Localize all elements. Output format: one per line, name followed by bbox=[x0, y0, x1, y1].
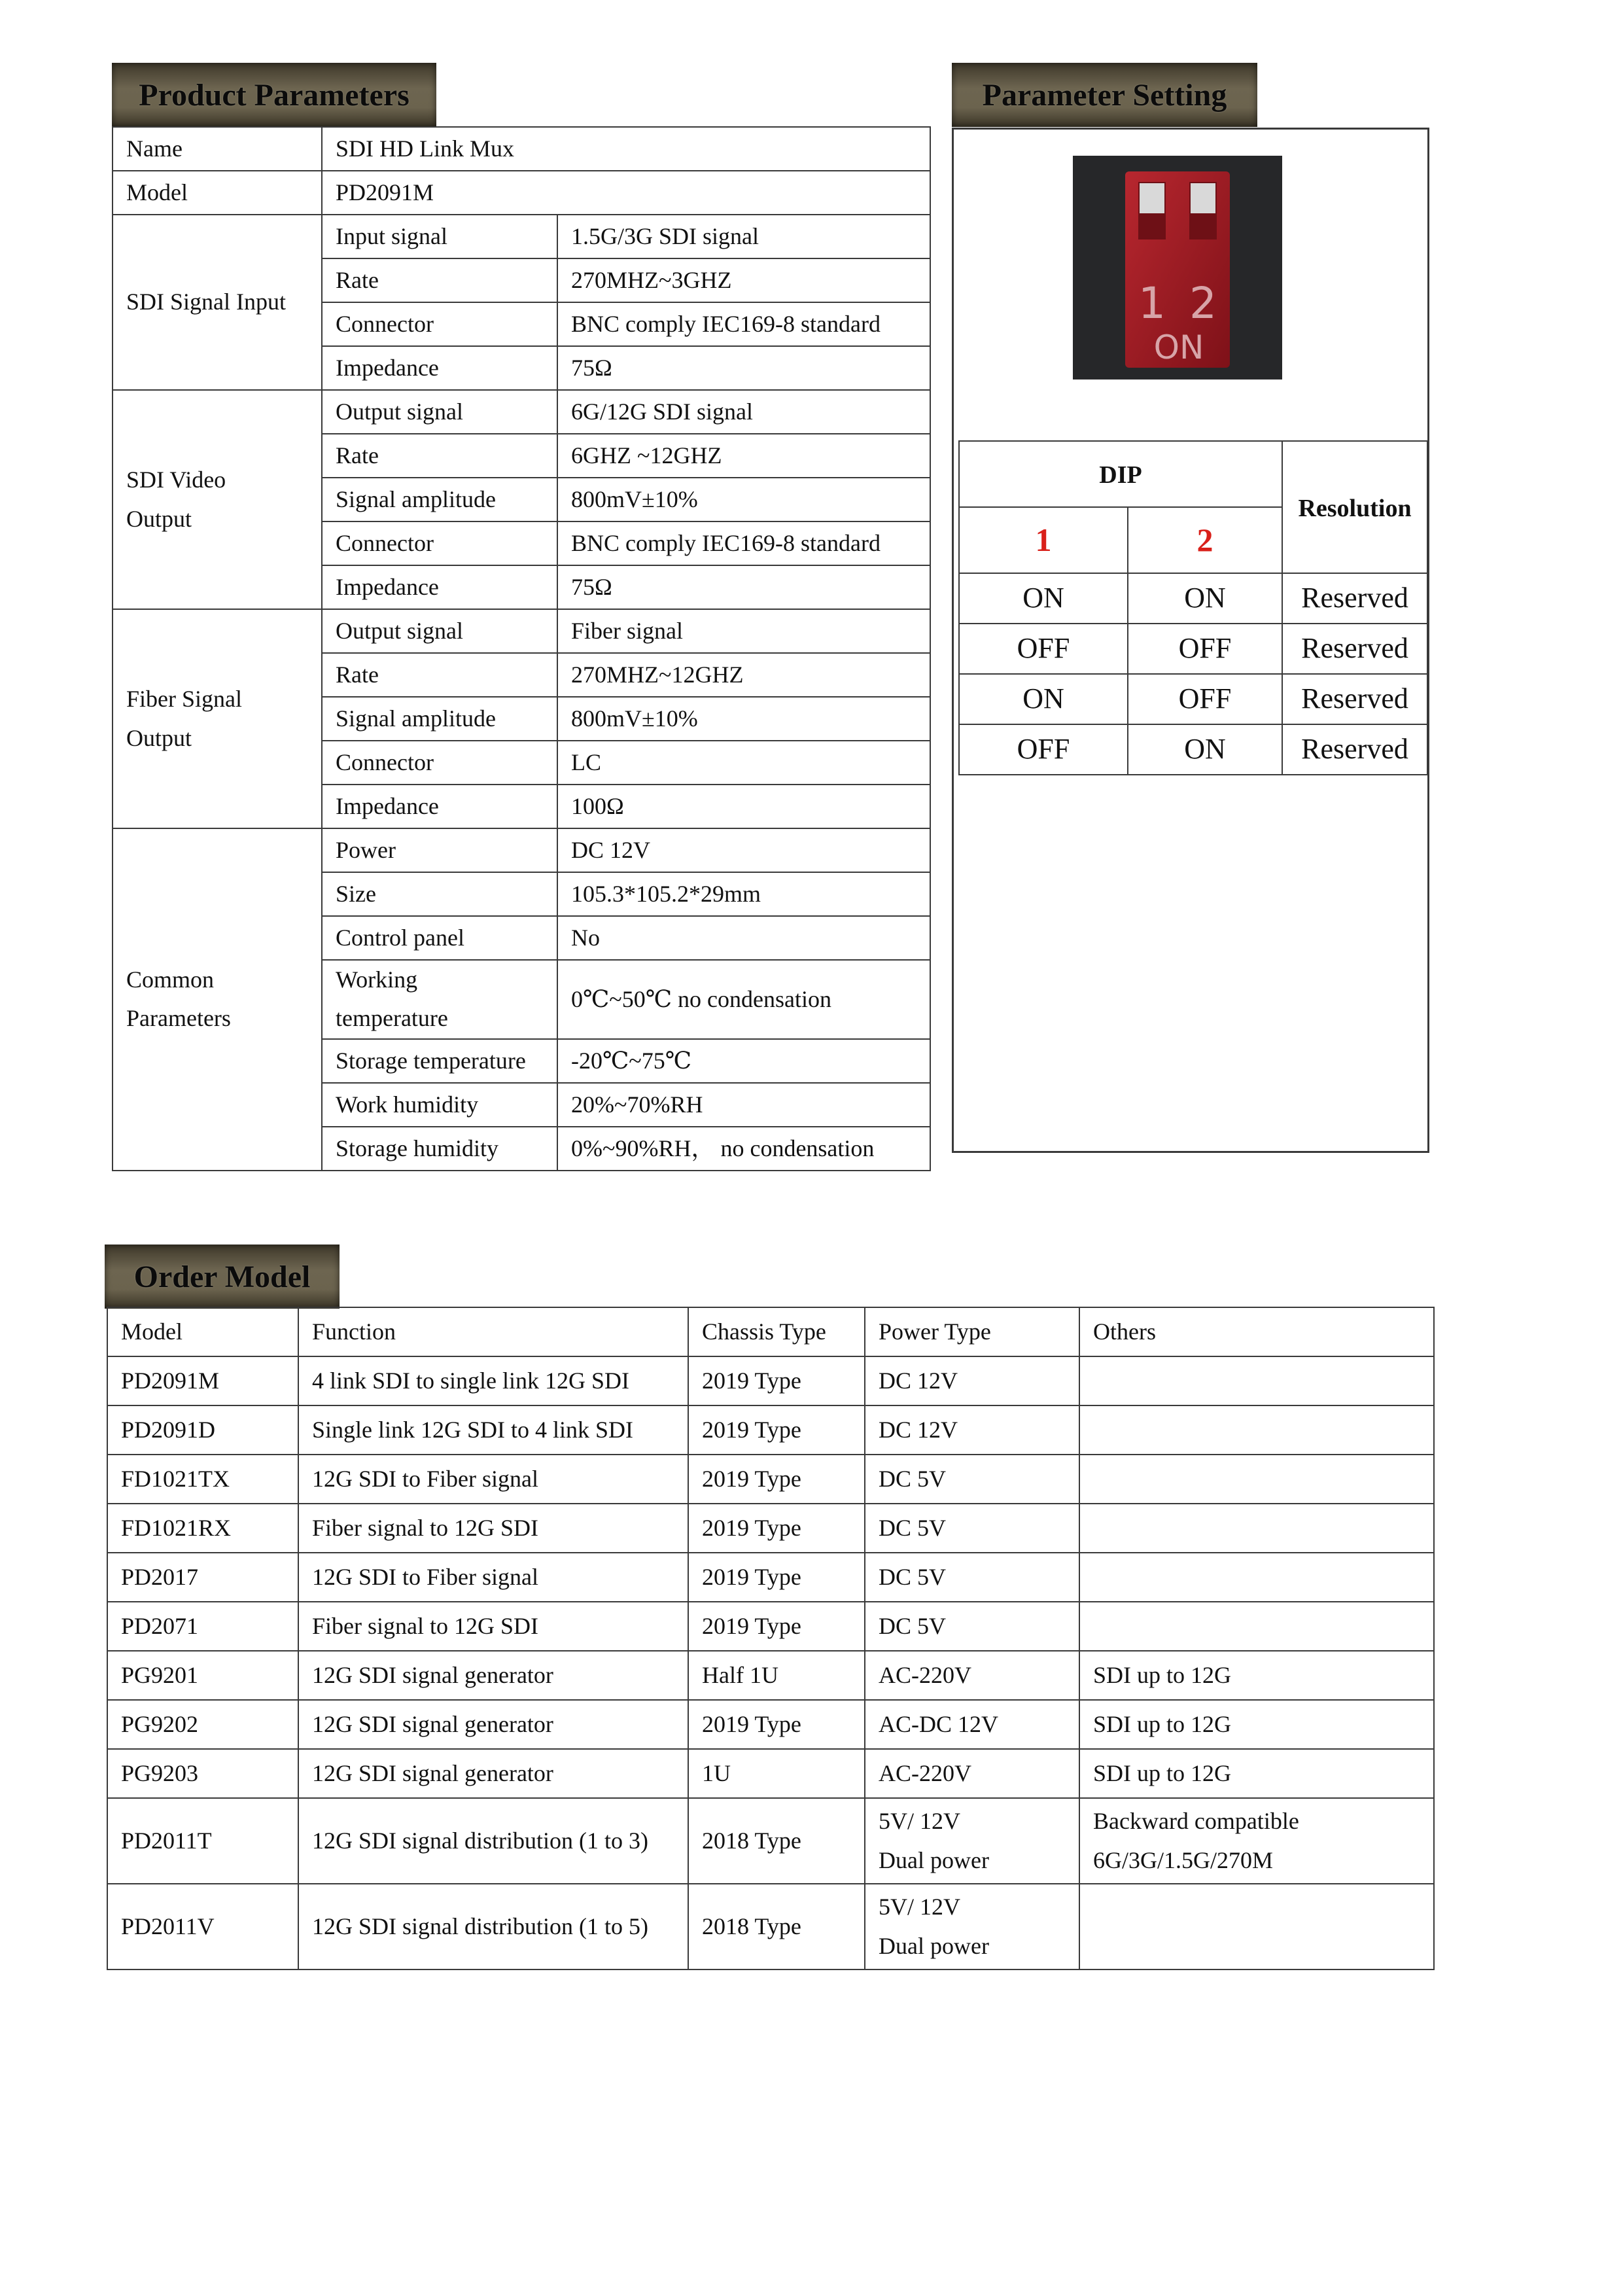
order-model: PG9201 bbox=[121, 1661, 199, 1688]
param-value: 0℃~50℃ no condensation bbox=[571, 985, 831, 1012]
param-name: Rate bbox=[336, 442, 379, 468]
order-function: Fiber signal to 12G SDI bbox=[312, 1612, 538, 1639]
order-power-cell-line: 5V/ 12V bbox=[879, 1808, 960, 1835]
switch-label-cell-2 bbox=[1128, 507, 1282, 573]
order-chassis: 2018 Type bbox=[702, 1913, 801, 1939]
param-group-label bbox=[113, 215, 322, 390]
param-value-cell bbox=[557, 434, 930, 478]
param-name: Size bbox=[336, 880, 376, 907]
order-header-function: Function bbox=[312, 1318, 396, 1345]
order-function: 12G SDI to Fiber signal bbox=[312, 1563, 538, 1590]
param-name-cell bbox=[322, 434, 557, 478]
order-function-cell bbox=[298, 1700, 688, 1749]
order-row bbox=[107, 1749, 1434, 1798]
param-value: 800mV±10% bbox=[571, 486, 698, 512]
param-value-cell bbox=[557, 828, 930, 872]
param-name: Output signal bbox=[336, 617, 463, 644]
order-function: 12G SDI signal distribution (1 to 5) bbox=[312, 1913, 648, 1939]
order-power-cell-line: DC 5V bbox=[879, 1563, 947, 1590]
param-name: Rate bbox=[336, 266, 379, 293]
order-chassis: 2018 Type bbox=[702, 1827, 801, 1854]
param-value-cell bbox=[557, 1083, 930, 1127]
order-row bbox=[107, 1504, 1434, 1553]
param-value-cell bbox=[557, 653, 930, 697]
name-label-cell bbox=[113, 127, 322, 171]
dip-switch-2-state: OFF bbox=[1178, 632, 1232, 665]
param-value: 75Ω bbox=[571, 573, 612, 600]
order-power-cell bbox=[865, 1602, 1079, 1651]
order-power-cell-line: AC-220V bbox=[879, 1759, 971, 1786]
order-function-cell bbox=[298, 1651, 688, 1700]
order-function-cell bbox=[298, 1884, 688, 1969]
order-others-cell bbox=[1079, 1455, 1434, 1504]
order-function-cell bbox=[298, 1455, 688, 1504]
dip-switch-2-state-cell bbox=[1128, 624, 1282, 674]
param-group-label bbox=[113, 609, 322, 828]
param-name-cell bbox=[322, 565, 557, 609]
order-power-cell-line: Dual power bbox=[879, 1846, 989, 1873]
param-value: 20%~70%RH bbox=[571, 1091, 703, 1118]
param-name-cell bbox=[322, 1039, 557, 1083]
order-header-model-cell bbox=[107, 1307, 298, 1356]
param-name-cell bbox=[322, 741, 557, 785]
order-chassis-cell bbox=[688, 1651, 865, 1700]
order-power-cell-line: 5V/ 12V bbox=[879, 1894, 960, 1920]
order-function-cell bbox=[298, 1602, 688, 1651]
param-value: No bbox=[571, 924, 600, 951]
dip-resolution-cell bbox=[1282, 724, 1427, 775]
param-value-cell bbox=[557, 785, 930, 828]
order-chassis-cell bbox=[688, 1405, 865, 1455]
order-model-cell bbox=[107, 1700, 298, 1749]
order-function: 12G SDI signal generator bbox=[312, 1710, 553, 1737]
order-model: PG9203 bbox=[121, 1759, 199, 1786]
order-function: Fiber signal to 12G SDI bbox=[312, 1514, 538, 1541]
dip-switch-2-state-cell bbox=[1128, 724, 1282, 775]
param-value: 6GHZ ~12GHZ bbox=[571, 442, 722, 468]
param-name: Signal amplitude bbox=[336, 705, 496, 732]
parameter-setting-title: Parameter Setting bbox=[982, 77, 1227, 113]
dip-photo-on-label: ON bbox=[1153, 328, 1204, 366]
order-function-cell bbox=[298, 1504, 688, 1553]
dip-resolution-cell bbox=[1282, 674, 1427, 724]
param-name-cell bbox=[322, 302, 557, 346]
order-others-cell bbox=[1079, 1700, 1434, 1749]
order-model-cell bbox=[107, 1455, 298, 1504]
param-value-cell bbox=[557, 697, 930, 741]
param-name: Connector bbox=[336, 310, 434, 337]
switch-label-2: 2 bbox=[1196, 521, 1213, 559]
param-row-model bbox=[113, 171, 930, 215]
order-others-cell bbox=[1079, 1553, 1434, 1602]
order-model: FD1021TX bbox=[121, 1465, 230, 1492]
order-function: 12G SDI signal generator bbox=[312, 1759, 553, 1786]
order-model-header bbox=[105, 1245, 340, 1309]
order-others-cell bbox=[1079, 1651, 1434, 1700]
order-power-cell-line: DC 5V bbox=[879, 1612, 947, 1639]
param-value-cell bbox=[557, 521, 930, 565]
param-name-cell bbox=[322, 478, 557, 521]
param-value-cell bbox=[557, 1039, 930, 1083]
param-value-cell bbox=[557, 478, 930, 521]
order-header-chassis-type-cell bbox=[688, 1307, 865, 1356]
order-others-cell-line: Backward compatible bbox=[1093, 1808, 1299, 1835]
param-value-cell bbox=[557, 1127, 930, 1171]
param-value-cell bbox=[557, 302, 930, 346]
order-row bbox=[107, 1602, 1434, 1651]
order-model: PD2071 bbox=[121, 1612, 199, 1639]
dip-switch-2-state-cell bbox=[1128, 674, 1282, 724]
param-name: Impedance bbox=[336, 792, 439, 819]
param-name-cell bbox=[322, 258, 557, 302]
order-model-cell bbox=[107, 1504, 298, 1553]
order-chassis: 2019 Type bbox=[702, 1367, 801, 1394]
dip-resolution: Reserved bbox=[1301, 582, 1408, 614]
param-group-label-line: SDI Video bbox=[126, 467, 226, 493]
switch-label-cell-1 bbox=[959, 507, 1128, 573]
order-row bbox=[107, 1553, 1434, 1602]
param-row-name bbox=[113, 127, 930, 171]
param-value: Fiber signal bbox=[571, 617, 683, 644]
model-value-cell bbox=[322, 171, 930, 215]
order-chassis: 1U bbox=[702, 1759, 731, 1786]
order-model-cell bbox=[107, 1651, 298, 1700]
order-power-cell bbox=[865, 1455, 1079, 1504]
order-power-cell bbox=[865, 1405, 1079, 1455]
order-function: 4 link SDI to single link 12G SDI bbox=[312, 1367, 630, 1394]
order-row bbox=[107, 1405, 1434, 1455]
order-others-cell bbox=[1079, 1356, 1434, 1405]
param-name: Storage temperature bbox=[336, 1047, 526, 1074]
order-others-cell-line: SDI up to 12G bbox=[1093, 1710, 1232, 1737]
dip-switch-1-state: OFF bbox=[1017, 733, 1070, 766]
order-model-title: Order Model bbox=[133, 1259, 311, 1294]
order-model-cell bbox=[107, 1553, 298, 1602]
order-power-cell-line: AC-DC 12V bbox=[879, 1710, 999, 1737]
order-others-cell-line: SDI up to 12G bbox=[1093, 1759, 1232, 1786]
order-model-cell bbox=[107, 1749, 298, 1798]
param-name: Output signal bbox=[336, 398, 463, 425]
order-power-cell bbox=[865, 1798, 1079, 1884]
param-name-cell bbox=[322, 346, 557, 390]
param-name: Power bbox=[336, 836, 396, 863]
param-name-cell bbox=[322, 872, 557, 916]
order-others-cell bbox=[1079, 1405, 1434, 1455]
order-power-cell-line: Dual power bbox=[879, 1932, 989, 1959]
param-value-cell bbox=[557, 741, 930, 785]
dip-switch-2-state-cell bbox=[1128, 573, 1282, 624]
order-others-cell bbox=[1079, 1749, 1434, 1798]
dip-row bbox=[959, 724, 1427, 775]
dip-switch-1-state: ON bbox=[1022, 682, 1064, 715]
param-row bbox=[113, 390, 930, 434]
param-group-label-line: Common bbox=[126, 966, 215, 993]
dip-switch-1-state-cell bbox=[959, 624, 1128, 674]
param-name-cell bbox=[322, 785, 557, 828]
product-parameters-title: Product Parameters bbox=[139, 77, 410, 113]
param-name: Connector bbox=[336, 749, 434, 775]
param-value-cell bbox=[557, 960, 930, 1039]
param-group-label-line: Output bbox=[126, 724, 192, 751]
order-model: PD2017 bbox=[121, 1563, 199, 1590]
dip-switch-1-state: OFF bbox=[1017, 632, 1070, 665]
order-power-cell-line: DC 5V bbox=[879, 1465, 947, 1492]
param-row bbox=[113, 215, 930, 258]
dip-switch-2-state: ON bbox=[1184, 733, 1226, 766]
param-name: Rate bbox=[336, 661, 379, 688]
dip-switch-1-state-cell bbox=[959, 674, 1128, 724]
dip-row bbox=[959, 573, 1427, 624]
param-value: 6G/12G SDI signal bbox=[571, 398, 753, 425]
order-row bbox=[107, 1700, 1434, 1749]
param-name-cell bbox=[322, 653, 557, 697]
order-row bbox=[107, 1798, 1434, 1884]
param-group-label-line: Fiber Signal bbox=[126, 686, 242, 713]
order-function-cell bbox=[298, 1553, 688, 1602]
order-chassis-cell bbox=[688, 1749, 865, 1798]
param-group-label bbox=[113, 828, 322, 1171]
param-value-cell bbox=[557, 565, 930, 609]
param-value: 75Ω bbox=[571, 354, 612, 381]
param-name-cell bbox=[322, 1127, 557, 1171]
order-chassis: 2019 Type bbox=[702, 1612, 801, 1639]
order-function: 12G SDI signal generator bbox=[312, 1661, 553, 1688]
param-group-label-line: SDI Signal Input bbox=[126, 289, 287, 315]
order-model: PD2011V bbox=[121, 1913, 215, 1939]
order-chassis: 2019 Type bbox=[702, 1465, 801, 1492]
order-power-cell-line: DC 12V bbox=[879, 1367, 958, 1394]
order-row bbox=[107, 1356, 1434, 1405]
order-chassis-cell bbox=[688, 1455, 865, 1504]
order-header-power-type: Power Type bbox=[879, 1318, 991, 1345]
param-value-cell bbox=[557, 390, 930, 434]
order-model: FD1021RX bbox=[121, 1514, 232, 1541]
dip-resolution-cell bbox=[1282, 624, 1427, 674]
param-value: LC bbox=[571, 749, 602, 775]
param-name-cell bbox=[322, 697, 557, 741]
param-value-cell bbox=[557, 609, 930, 653]
order-chassis-cell bbox=[688, 1553, 865, 1602]
param-name-cell bbox=[322, 390, 557, 434]
dip-header: DIP bbox=[1099, 461, 1142, 489]
param-name-cell-line: temperature bbox=[336, 1005, 448, 1032]
order-function-cell bbox=[298, 1356, 688, 1405]
param-value: 0%~90%RH， no condensation bbox=[571, 1135, 875, 1161]
dip-photo-num-1: 1 bbox=[1138, 278, 1166, 328]
dip-resolution-cell bbox=[1282, 573, 1427, 624]
dip-switch-1-state-cell bbox=[959, 573, 1128, 624]
param-name-cell bbox=[322, 609, 557, 653]
order-power-cell-line: DC 5V bbox=[879, 1514, 947, 1541]
param-name: Connector bbox=[336, 529, 434, 556]
dip-slider-1 bbox=[1140, 183, 1164, 213]
param-name: Signal amplitude bbox=[336, 486, 496, 512]
dip-setting-table bbox=[958, 440, 1428, 775]
order-others-cell bbox=[1079, 1884, 1434, 1969]
order-header-power-type-cell bbox=[865, 1307, 1079, 1356]
order-header-others: Others bbox=[1093, 1318, 1156, 1345]
param-value: -20℃~75℃ bbox=[571, 1047, 692, 1074]
param-row bbox=[113, 828, 930, 872]
model-label: Model bbox=[126, 179, 188, 205]
param-value: 270MHZ~3GHZ bbox=[571, 266, 732, 293]
order-model: PD2011T bbox=[121, 1827, 212, 1854]
order-function: 12G SDI to Fiber signal bbox=[312, 1465, 538, 1492]
param-value: 105.3*105.2*29mm bbox=[571, 880, 761, 907]
dip-resolution: Reserved bbox=[1301, 632, 1408, 665]
param-name: Impedance bbox=[336, 573, 439, 600]
order-model-cell bbox=[107, 1356, 298, 1405]
model-value: PD2091M bbox=[336, 179, 434, 205]
dip-switch-photo bbox=[1073, 156, 1282, 380]
order-chassis-cell bbox=[688, 1504, 865, 1553]
order-power-cell bbox=[865, 1504, 1079, 1553]
dip-switch-2-state: OFF bbox=[1178, 682, 1232, 715]
order-power-cell-line: DC 12V bbox=[879, 1416, 958, 1443]
order-model-cell bbox=[107, 1884, 298, 1969]
param-value: 270MHZ~12GHZ bbox=[571, 661, 744, 688]
order-header-row bbox=[107, 1307, 1434, 1356]
order-model: PG9202 bbox=[121, 1710, 199, 1737]
param-group-label-line: Parameters bbox=[126, 1005, 231, 1032]
order-model-table bbox=[107, 1307, 1435, 1970]
product-parameters-table bbox=[112, 126, 931, 1171]
order-function: 12G SDI signal distribution (1 to 3) bbox=[312, 1827, 648, 1854]
dip-row bbox=[959, 674, 1427, 724]
order-chassis-cell bbox=[688, 1798, 865, 1884]
param-group-label bbox=[113, 390, 322, 609]
product-parameters-header bbox=[112, 63, 436, 127]
order-row bbox=[107, 1884, 1434, 1969]
param-name: Work humidity bbox=[336, 1091, 479, 1118]
order-others-cell bbox=[1079, 1798, 1434, 1884]
dip-slider-2 bbox=[1191, 183, 1215, 213]
name-label: Name bbox=[126, 135, 183, 162]
dip-switch-graphic bbox=[1073, 156, 1282, 380]
order-model: PD2091M bbox=[121, 1367, 220, 1394]
order-header-chassis-type: Chassis Type bbox=[702, 1318, 826, 1345]
order-chassis-cell bbox=[688, 1356, 865, 1405]
dip-switch-1-state: ON bbox=[1022, 582, 1064, 614]
order-function-cell bbox=[298, 1798, 688, 1884]
param-value: BNC comply IEC169-8 standard bbox=[571, 310, 881, 337]
order-function: Single link 12G SDI to 4 link SDI bbox=[312, 1416, 634, 1443]
dip-switch-1-state-cell bbox=[959, 724, 1128, 775]
order-chassis-cell bbox=[688, 1884, 865, 1969]
order-header-others-cell bbox=[1079, 1307, 1434, 1356]
order-power-cell-line: AC-220V bbox=[879, 1661, 971, 1688]
dip-switch-2-state: ON bbox=[1184, 582, 1226, 614]
param-name: Storage humidity bbox=[336, 1135, 498, 1161]
order-function-cell bbox=[298, 1749, 688, 1798]
param-group-label-line: Output bbox=[126, 505, 192, 532]
param-value-cell bbox=[557, 916, 930, 960]
dip-header-cell bbox=[959, 441, 1282, 507]
order-row bbox=[107, 1455, 1434, 1504]
order-model: PD2091D bbox=[121, 1416, 216, 1443]
param-name-cell bbox=[322, 1083, 557, 1127]
order-power-cell bbox=[865, 1356, 1079, 1405]
param-name: Impedance bbox=[336, 354, 439, 381]
param-value-cell bbox=[557, 258, 930, 302]
order-chassis: 2019 Type bbox=[702, 1710, 801, 1737]
order-chassis-cell bbox=[688, 1602, 865, 1651]
param-name-cell bbox=[322, 916, 557, 960]
order-model-cell bbox=[107, 1602, 298, 1651]
resolution-header: Resolution bbox=[1298, 494, 1412, 522]
switch-label-1: 1 bbox=[1035, 521, 1052, 559]
order-others-cell-line: 6G/3G/1.5G/270M bbox=[1093, 1846, 1274, 1873]
param-name-cell bbox=[322, 215, 557, 258]
order-chassis-cell bbox=[688, 1700, 865, 1749]
param-name-cell-line: Working bbox=[336, 966, 418, 993]
model-label-cell bbox=[113, 171, 322, 215]
order-model-cell bbox=[107, 1405, 298, 1455]
param-name: Input signal bbox=[336, 222, 447, 249]
order-power-cell bbox=[865, 1749, 1079, 1798]
order-power-cell bbox=[865, 1651, 1079, 1700]
order-power-cell bbox=[865, 1700, 1079, 1749]
order-others-cell bbox=[1079, 1602, 1434, 1651]
order-header-model: Model bbox=[121, 1318, 183, 1345]
param-value: BNC comply IEC169-8 standard bbox=[571, 529, 881, 556]
order-function-cell bbox=[298, 1405, 688, 1455]
param-name-cell bbox=[322, 960, 557, 1039]
param-value-cell bbox=[557, 872, 930, 916]
dip-resolution: Reserved bbox=[1301, 682, 1408, 715]
order-power-cell bbox=[865, 1884, 1079, 1969]
param-value: 1.5G/3G SDI signal bbox=[571, 222, 759, 249]
param-value: 100Ω bbox=[571, 792, 624, 819]
param-value-cell bbox=[557, 215, 930, 258]
dip-resolution: Reserved bbox=[1301, 733, 1408, 766]
order-chassis: 2019 Type bbox=[702, 1416, 801, 1443]
dip-row bbox=[959, 624, 1427, 674]
param-name: Control panel bbox=[336, 924, 464, 951]
order-model-cell bbox=[107, 1798, 298, 1884]
order-others-cell bbox=[1079, 1504, 1434, 1553]
order-others-cell-line: SDI up to 12G bbox=[1093, 1661, 1232, 1688]
param-name-cell bbox=[322, 521, 557, 565]
order-chassis: 2019 Type bbox=[702, 1514, 801, 1541]
name-value: SDI HD Link Mux bbox=[336, 135, 515, 162]
parameter-setting-header bbox=[952, 63, 1257, 127]
param-name-cell bbox=[322, 828, 557, 872]
param-value: DC 12V bbox=[571, 836, 651, 863]
order-row bbox=[107, 1651, 1434, 1700]
order-power-cell bbox=[865, 1553, 1079, 1602]
order-header-function-cell bbox=[298, 1307, 688, 1356]
resolution-header-cell bbox=[1282, 441, 1427, 573]
order-chassis: Half 1U bbox=[702, 1661, 778, 1688]
dip-photo-num-2: 2 bbox=[1189, 278, 1217, 328]
order-chassis: 2019 Type bbox=[702, 1563, 801, 1590]
param-value: 800mV±10% bbox=[571, 705, 698, 732]
param-value-cell bbox=[557, 346, 930, 390]
param-row bbox=[113, 609, 930, 653]
name-value-cell bbox=[322, 127, 930, 171]
